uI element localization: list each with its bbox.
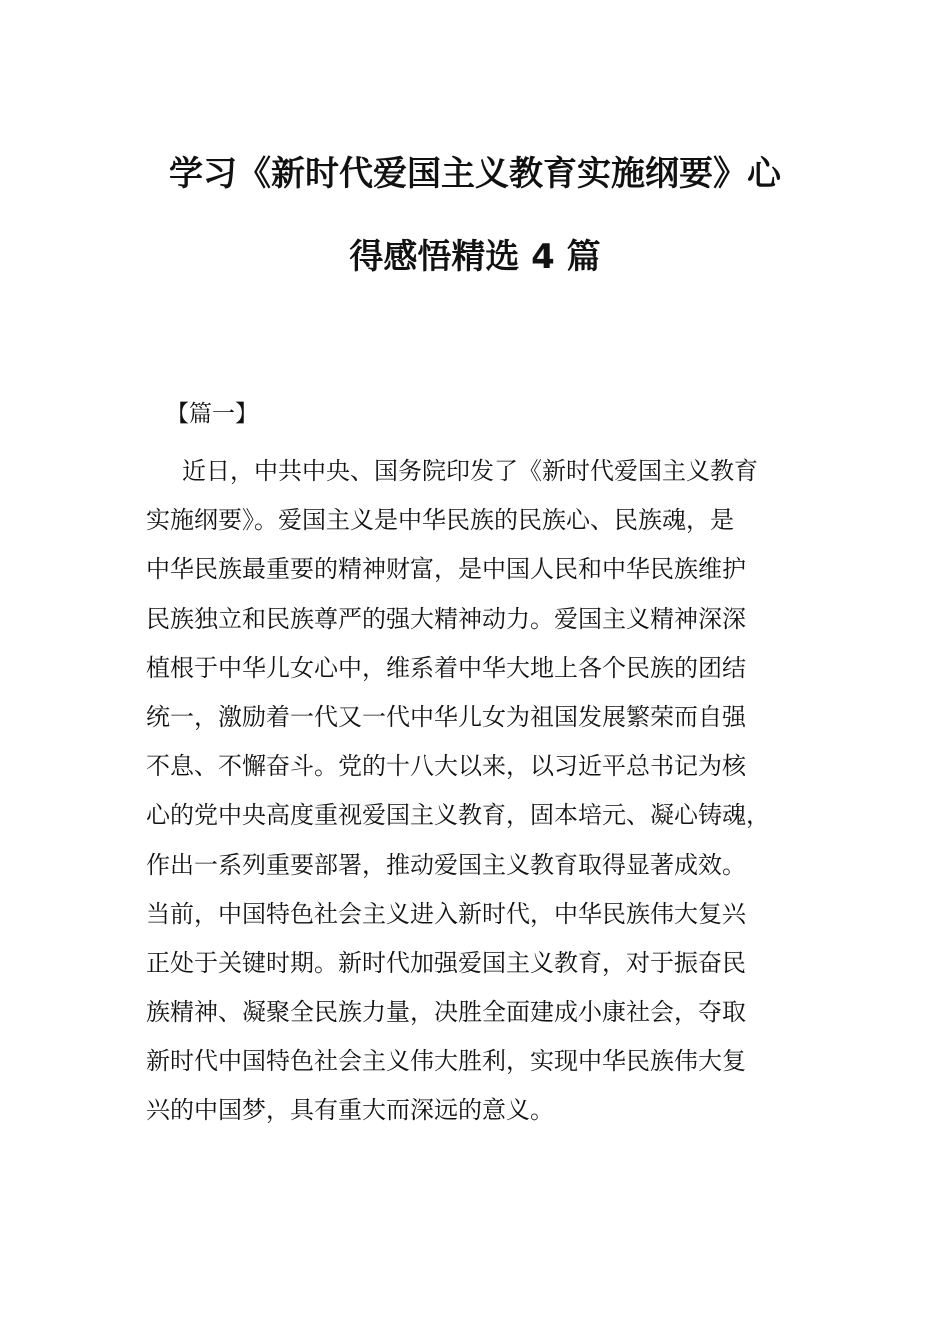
document-title-line-2: 得感悟精选 4 篇 [349,237,601,277]
paragraph-line: 实施纲要》。爱国主义是中华民族的民族心、民族魂，是 [146,506,734,535]
paragraph-line: 族精神、凝聚全民族力量，决胜全面建成小康社会，夺取 [146,998,746,1027]
paragraph-line: 统一，激励着一代又一代中华儿女为祖国发展繁荣而自强 [146,702,746,731]
paragraph-line: 作出一系列重要部署，推动爱国主义教育取得显著成效。 [146,850,746,879]
paragraph-line: 近日，中共中央、国务院印发了《新时代爱国主义教育 [182,457,758,485]
paragraph-line: 兴的中国梦，具有重大而深远的意义。 [146,1096,554,1125]
document-title-line-1: 学习《新时代爱国主义教育实施纲要》心 [169,154,781,194]
paragraph-line: 正处于关键时期。新时代加强爱国主义教育，对于振奋民 [146,948,746,977]
paragraph-line: 民族独立和民族尊严的强大精神动力。爱国主义精神深深 [146,604,746,633]
paragraph-line: 不息、不懈奋斗。党的十八大以来，以习近平总书记为核 [146,752,746,781]
paragraph-line: 植根于中华儿女心中，维系着中华大地上各个民族的团结 [146,653,746,682]
section-heading: 【篇一】 [166,401,258,427]
paragraph-line: 中华民族最重要的精神财富，是中国人民和中华民族维护 [146,555,746,584]
paragraph-line: 心的党中央高度重视爱国主义教育，固本培元、凝心铸魂， [146,801,770,830]
paragraph-line: 当前，中国特色社会主义进入新时代，中华民族伟大复兴 [146,899,746,928]
paragraph-line: 新时代中国特色社会主义伟大胜利，实现中华民族伟大复 [146,1047,746,1076]
body-paragraph [146,451,806,1140]
